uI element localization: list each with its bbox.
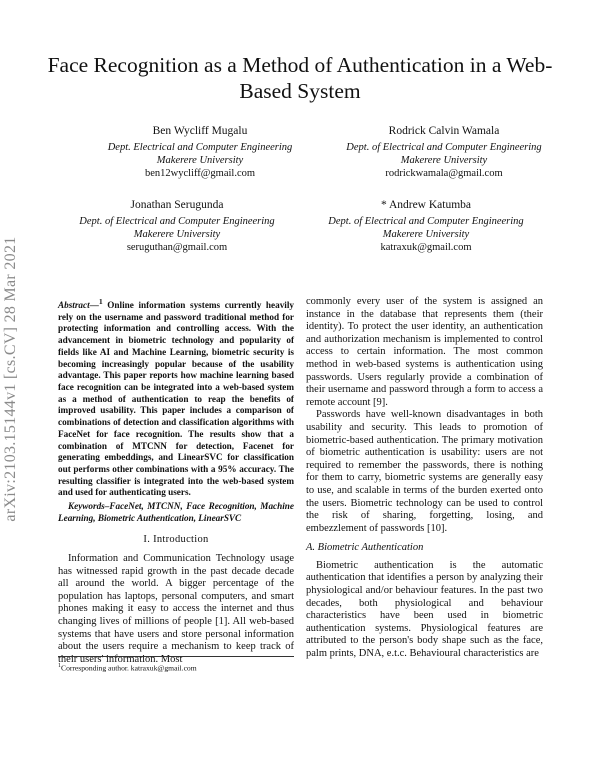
author-dept: Dept. Electrical and Computer Engineering — [107, 142, 293, 153]
author-name: * Andrew Katumba — [380, 199, 472, 211]
right-column — [306, 296, 543, 661]
footnote — [58, 656, 294, 674]
author-email[interactable]: rodrickwamala@gmail.com — [385, 168, 503, 179]
author-name: Rodrick Calvin Wamala — [388, 125, 500, 137]
footnote-text: Corresponding author. katraxuk@gmail.com — [61, 663, 197, 673]
subsection-heading: A. Biometric Authentication — [306, 542, 424, 554]
author-institution: Makerere University — [156, 155, 244, 166]
abstract-label: Abstract — [58, 300, 90, 311]
author-institution: Makerere University — [133, 229, 221, 240]
arxiv-identifier: arXiv:2103.15144v1 [cs.CV] 28 Mar 2021 — [2, 236, 19, 522]
author-block — [37, 199, 317, 254]
author-block — [304, 125, 584, 180]
left-column — [58, 296, 294, 666]
author-block — [286, 199, 566, 254]
author-institution: Makerere University — [382, 229, 470, 240]
section-heading: I. Introduction — [143, 534, 209, 546]
paper-title: Face Recognition as a Method of Authentication in a Web-Based System — [47, 53, 553, 103]
paragraph: Information and Communication Technology usage has witnessed rapid growth in the past decade decade all around the world. A bigger percentage of the population has laptops, personal computers, and smart phones making it easy to access the internet and thus changing lives of millions of people [1]. All web-based systems that have users and store personal information about the users require a mechanism to keep track of their users' information. Most — [58, 553, 294, 665]
abstract — [58, 296, 294, 499]
author-email[interactable]: ben12wycliff@gmail.com — [144, 168, 256, 179]
paragraph: Passwords have well-known disadvantages in both usability and security. This leads to promotion of biometric-based authentication. The primary motivation of biometric authentication is usability: users are not required to remember the passwords, there is nothing for them to carry, biometric systems are generally easy to use, and scalable in terms of the burden exerted onto the users. Biometric technology can be used to control the risk of sharing, forgetting, losing, and embezzlement of passwords [10]. — [306, 409, 543, 534]
author-dept: Dept. of Electrical and Computer Engineering — [328, 216, 524, 227]
abstract-dash: — — [89, 300, 99, 311]
author-name: Jonathan Serugunda — [130, 199, 224, 211]
author-institution: Makerere University — [400, 155, 488, 166]
arxiv-stamp — [2, 208, 20, 550]
abstract-text: Online information systems currently heavily rely on the username and password traditional method for protecting information and controlling access. With the advancement in biometric technology and popularity of fields like AI and Machine Learning, biometric security is becoming increasingly popular because of the usability advantage. This paper reports how machine learning based face recognition can be integrated into a web-based system as a method of authentication to reap the benefits of improved usability. This paper includes a comparison of combinations of detection and classification algorithms with FaceNet for face recognition. The results show that a combination of MTCNN for detection, Facenet for generating embeddings, and LinearSVC for classification out performs other combinations with a 95% accuracy. The resulting classifier is integrated into the web-based system and used for authenticating users. — [58, 300, 294, 498]
paragraph: Biometric authentication is the automatic authentication that identifies a person by analyzing their physiological and/or behaviour features. In the past two decades, both physiological and behaviour characteristics have been used in biometric authentication systems. Physiological features are attributed to the person's body shape such as the face, palm prints, DNA, e.t.c. Behavioural characteristics are — [306, 559, 543, 660]
author-name: Ben Wycliff Mugalu — [152, 125, 248, 137]
paragraph: commonly every user of the system is assigned an instance in the database that represents them (their identity). To protect the user identity, an authentication and authorization mechanism is implemented to control access to certain information. The most common method in web-based systems is authentication using passwords. Users regularly provide a combination of their username and password through a form to access a remote account [9]. — [306, 296, 543, 408]
keywords: Keywords–FaceNet, MTCNN, Face Recognition, Machine Learning, Biometric Authentication, LinearSVC — [58, 501, 294, 523]
author-dept: Dept. of Electrical and Computer Engineering — [346, 142, 542, 153]
author-email[interactable]: katraxuk@gmail.com — [380, 242, 472, 253]
author-email[interactable]: seruguthan@gmail.com — [126, 242, 228, 253]
footnote-number: 1 — [58, 663, 61, 669]
author-dept: Dept. of Electrical and Computer Engineering — [79, 216, 275, 227]
footnote-marker: 1 — [98, 297, 103, 306]
author-block — [60, 125, 340, 180]
